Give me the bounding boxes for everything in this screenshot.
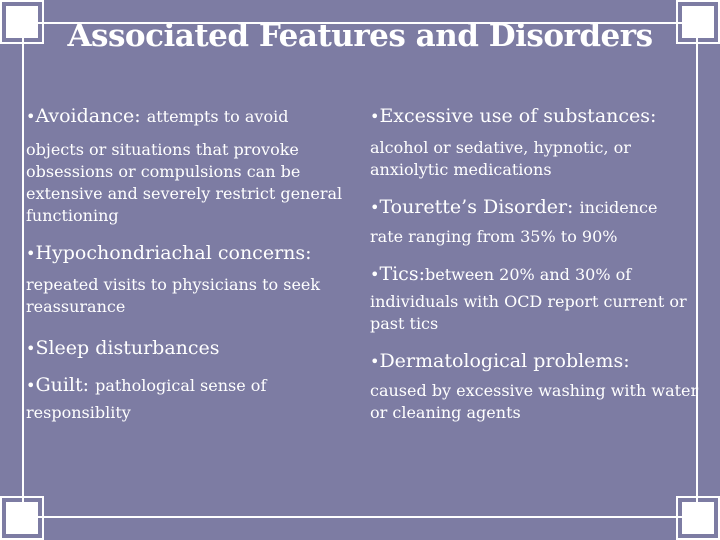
list-item-guilt [26, 373, 356, 424]
list-item-tics [370, 262, 700, 335]
item-inline-text: between 20% and 30% of [424, 265, 632, 284]
item-body: caused by excessive washing with water or cleaning agents [370, 381, 699, 422]
bullet: • [370, 352, 380, 371]
list-item-sleep [26, 336, 356, 361]
bullet: • [26, 376, 36, 395]
item-heading: Tourette’s Disorder: [379, 196, 574, 218]
list-item-hypochondriachal [26, 241, 356, 318]
item-body: objects or situations that provoke obsessions or compulsions can be extensive and severely restrict general functioning [26, 140, 343, 225]
item-inline-text: incidence [579, 198, 658, 217]
item-body: alcohol or sedative, hypnotic, or anxiolytic medications [370, 138, 631, 179]
item-heading: Sleep disturbances [35, 337, 220, 359]
left-column [26, 104, 356, 424]
item-body: individuals with OCD report current or past tics [370, 292, 687, 333]
slide-title: Associated Features and Disorders [67, 18, 653, 54]
item-heading: Avoidance: [35, 105, 141, 127]
item-inline-text: pathological sense of [95, 376, 267, 395]
corner-ornament-bottom-right [676, 496, 720, 540]
bullet: • [26, 339, 36, 358]
bullet: • [370, 198, 380, 217]
item-body: responsiblity [26, 403, 131, 422]
item-heading: Dermatological problems: [379, 350, 630, 372]
bullet: • [370, 107, 380, 126]
corner-ornament-bottom-left [0, 496, 44, 540]
item-heading: Excessive use of substances: [379, 105, 657, 127]
item-body: repeated visits to physicians to seek reassurance [26, 275, 321, 316]
list-item-avoidance [26, 104, 356, 227]
bullet: • [26, 244, 36, 263]
list-item-dermatological [370, 349, 700, 424]
list-item-substances [370, 104, 700, 181]
bullet: • [370, 265, 380, 284]
item-heading: Guilt: [35, 374, 90, 396]
bullet: • [26, 107, 36, 126]
item-heading: Tics: [379, 263, 425, 285]
item-heading: Hypochondriachal concerns: [35, 242, 312, 264]
item-inline-text: attempts to avoid [146, 107, 289, 126]
right-column [370, 104, 700, 424]
list-item-tourette [370, 195, 700, 248]
item-body: rate ranging from 35% to 90% [370, 227, 618, 246]
